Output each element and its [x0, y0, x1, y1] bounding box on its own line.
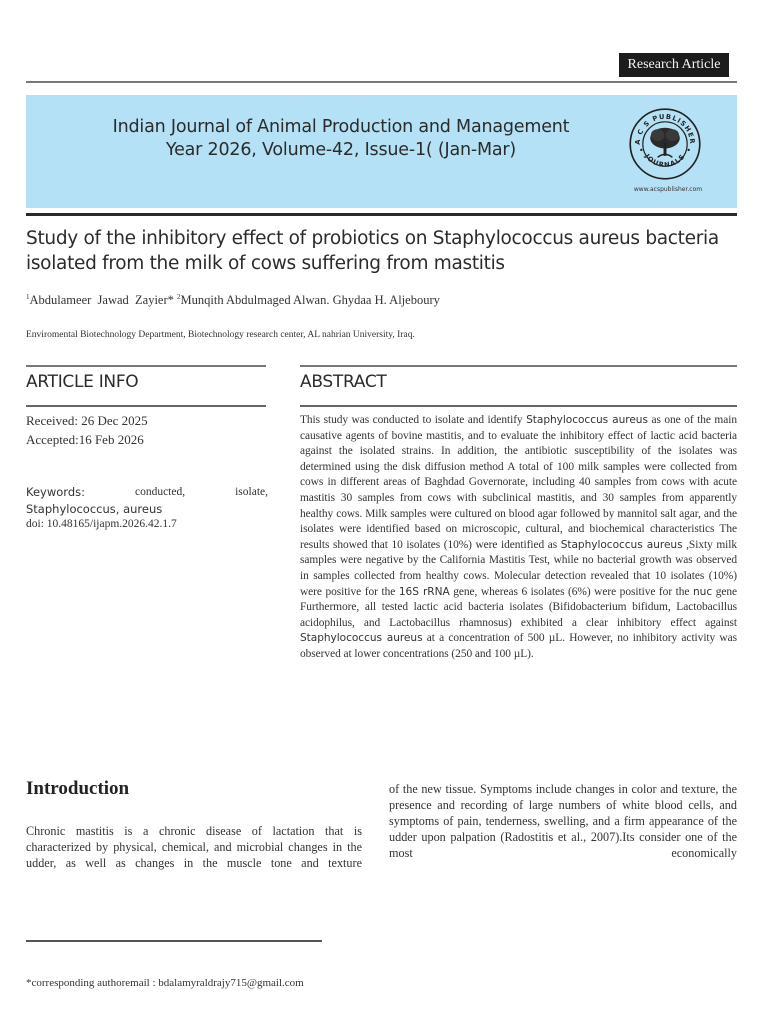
abstract-text: ,Sixty milk samples were negative by the California Mastitis Test, while no bacterial growth was observed in samples collected from healthy cows. Molecular detection revealed that 10 isolates (10%) were positive for the [300, 538, 737, 598]
affiliation: Enviromental Biotechnology Department, Biotechnology research center, AL nahrian University, Iraq. [26, 330, 415, 340]
author-list [26, 293, 440, 308]
keywords [26, 484, 268, 518]
introduction-heading: Introduction [26, 778, 130, 799]
banner-divider [26, 213, 737, 216]
article-info-top-rule [26, 365, 266, 367]
author-affiliation-marker: 1 [26, 293, 30, 301]
abstract-underline [300, 405, 737, 407]
author-affiliation-marker: 2 [177, 293, 181, 301]
article-info-heading: ARTICLE INFO [26, 372, 139, 392]
received-date: Received: 26 Dec 2025 [26, 413, 148, 428]
abstract-text: at a concentration of 500 µL. However, no inhibitory activity was observed at lower concentrations (250 and 100 µL). [300, 632, 737, 660]
article-type-badge: Research Article [619, 53, 729, 77]
doi[interactable]: doi: 10.48165/ijapm.2026.42.1.7 [26, 518, 177, 530]
footnote-divider [26, 940, 322, 942]
abstract-text: as one of the main causative agents of bovine mastitis, and to evaluate the inhibitory effect of lactic acid bacteria against the isolated strains. In addition, the antibiotic susceptibility of the isolates was determined using the disk diffusion method A total of 100 milk samples were collected from cows in different areas of Baghdad Governorate, including 40 samples from cows with acute mastitis 30 samples from cows with subclinical mastitis, and 30 samples from apparently healthy cows. Milk samples were cultured on blood agar followed by mannitol salt agar, and the isolates were identified based on microscopic, cultural, and biochemical characteristics The results showed that 10 isolates (10%) were identified as [300, 414, 737, 551]
accepted-date: Accepted:16 Feb 2026 [26, 432, 144, 447]
article-info-underline [26, 405, 266, 407]
keyword: Staphylococcus, aureus [26, 502, 163, 516]
abstract-text: This study was conducted to isolate and identify [300, 414, 527, 426]
abstract-top-rule [300, 365, 737, 367]
species-name: Staphylococcus aureus [560, 538, 683, 551]
journal-name: Indian Journal of Animal Production and Management [112, 117, 570, 137]
logo-bottom-text: JOURNALS [643, 152, 687, 170]
journal-issue: Year 2026, Volume-42, Issue-1( (Jan-Mar) [165, 140, 517, 160]
journal-banner [26, 95, 737, 208]
author-name: Abdulameer Jawad Zayier* [29, 293, 174, 308]
introduction-text-right: of the new tissue. Symptoms include changes in color and texture, the presence and recording of large numbers of white blood cells, and symptoms of pain, tenderness, swelling, and a firm appearance of the udder upon palpation (Radostitis et al., 2007).Its consider one of the most economically [389, 782, 737, 860]
abstract-text: gene Furthermore, all tested lactic acid bacteria isolates (Bifidobacterium bifidum, Lactobacillus acidophilus, and Lactobacillus rhamnosus) exhibited a clear inhibitory effect against [300, 585, 737, 629]
keywords-label: Keywords: [26, 485, 85, 499]
abstract-body [300, 413, 737, 663]
keyword: conducted, [134, 486, 186, 498]
corresponding-author-footnote: *corresponding authoremail : bdalamyraldrajy715@gmail.com [26, 977, 304, 989]
gene-name: 16S rRNA [398, 585, 450, 598]
logo-top-text: A C S PUBLISHER [633, 112, 697, 146]
abstract-text: gene, whereas 6 isolates (6%) were positive for the [449, 585, 693, 598]
tree-icon [650, 128, 680, 158]
publisher-url: www.acspublisher.com [633, 186, 703, 193]
abstract-heading: ABSTRACT [300, 372, 387, 392]
author-name: Munqith Abdulmaged Alwan. Ghydaa H. Aljeboury [180, 293, 440, 308]
keyword: isolate, [235, 486, 268, 498]
species-name: Staphylococcus aureus [300, 632, 423, 645]
gene-name: nuc [693, 585, 713, 598]
publisher-logo [628, 107, 702, 181]
article-title: Study of the inhibitory effect of probiotics on Staphylococcus aureus bacteria isolated from the milk of cows suffering from mastitis [26, 228, 719, 274]
species-name: Staphylococcus aureus [526, 414, 648, 426]
header-divider [26, 81, 737, 83]
introduction-text-left: Chronic mastitis is a chronic disease of lactation that is characterized by physical, chemical, and microbial changes in the udder, as well as changes in the muscle tone and texture [26, 824, 362, 870]
